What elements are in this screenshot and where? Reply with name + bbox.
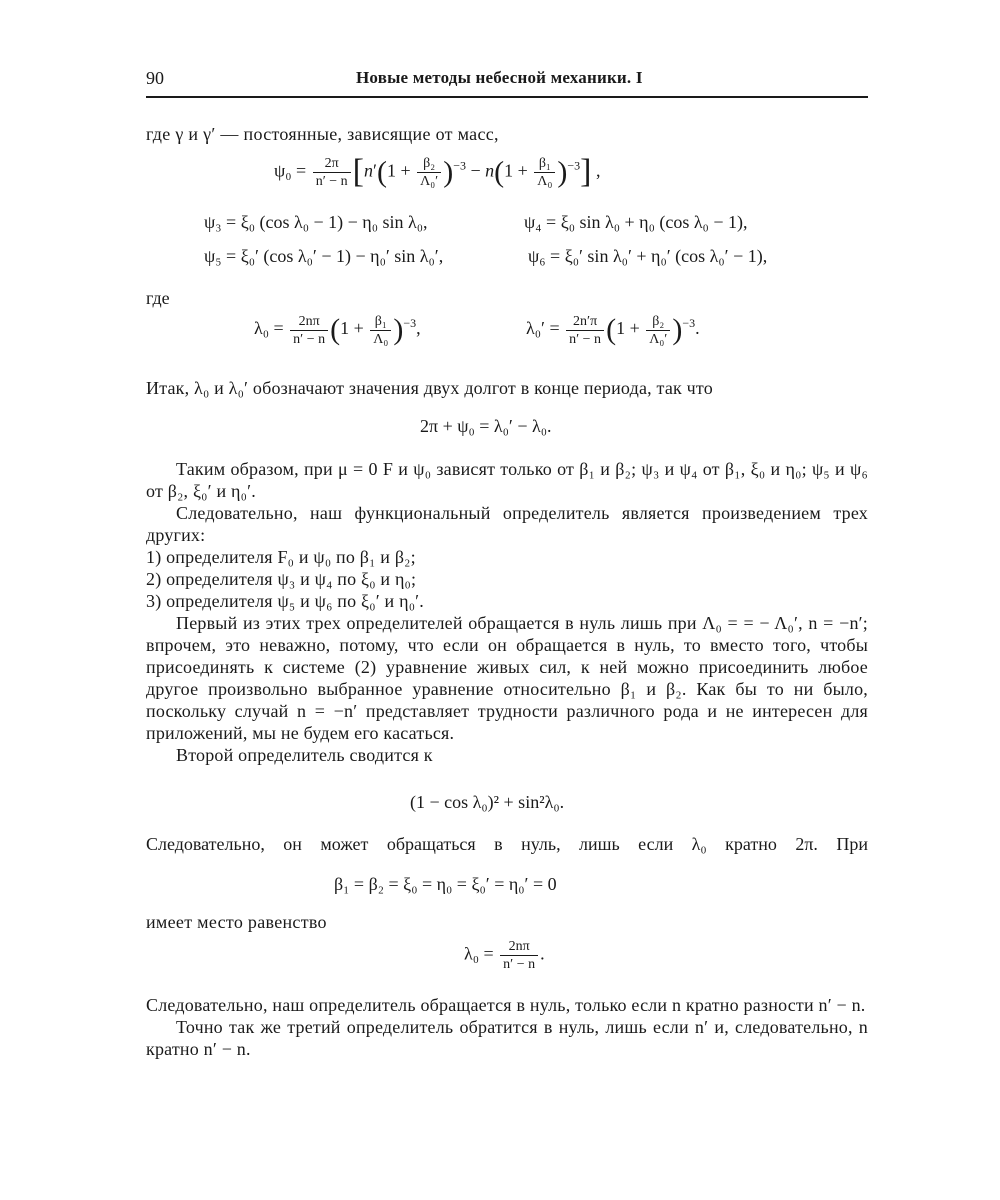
lambda0p-lhs: λ₀′ = <box>526 318 560 339</box>
header-rule <box>146 96 868 98</box>
para-sled3: Следовательно, наш определитель обращается в нуль, только если n кратно разности n′ − n. <box>146 995 866 1015</box>
intro-line: где γ и γ′ — постоянные, зависящие от масс, <box>146 124 499 144</box>
psi0-lhs: ψ₀ = <box>274 160 307 181</box>
lambda0-lhs: λ₀ = <box>254 318 284 339</box>
formula-lambda0-final: λ₀ = $\frac{2n\pi}{n' - n}$ . <box>464 939 545 972</box>
psi0-fraction-num: 2π <box>313 155 351 173</box>
itak-line: Итак, λ₀ и λ₀′ обозначают значения двух долгот в конце периода, так что <box>146 378 713 398</box>
lambda0-num: 2nπ <box>290 313 328 331</box>
list-item-2: 2) определителя ψ₃ и ψ₄ по ξ₀ и η₀; <box>146 569 417 589</box>
psi0-fraction <box>313 155 351 190</box>
page-number: 90 <box>146 68 164 88</box>
final-paragraphs <box>146 994 868 1060</box>
list-item-1: 1) определителя F₀ и ψ₀ по β₁ и β₂; <box>146 547 416 567</box>
formula-cos: (1 − cos λ₀)² + sin²λ₀. <box>410 792 565 812</box>
lambda0-den: n′ − n <box>293 331 326 347</box>
para-vtoroi: Второй определитель сводится к <box>176 745 433 765</box>
line-imeet: имеет место равенство <box>146 912 327 932</box>
formula-psi6: ψ₆ = ξ₀′ sin λ₀′ + η₀′ (cos λ₀′ − 1), <box>528 246 768 266</box>
formula-lambda0: λ₀ = $\frac{2n\pi}{n' - n}$ (1 + $\frac{\text{β₁}}{\text{Λ₀}}$ )$^{-3}$, <box>254 313 421 347</box>
word-gde: где <box>146 288 170 308</box>
psi0-fraction-den: n′ − n <box>315 173 348 189</box>
main-paragraphs <box>146 458 868 766</box>
lambda0p-den: n′ − n <box>569 331 602 347</box>
para-tak: Таким образом, при μ = 0 F и ψ₀ зависят только от β₁ и β₂; ψ₃ и ψ₄ от β₁, ξ₀ и η₀; ψ₅ и ψ₆ от β₂, ξ₀′ и η₀′. <box>146 459 868 501</box>
formula-psi5: ψ₅ = ξ₀′ (cos λ₀′ − 1) − η₀′ sin λ₀′, <box>204 246 444 266</box>
formula-psi4: ψ₄ = ξ₀ sin λ₀ + η₀ (cos λ₀ − 1), <box>524 212 748 232</box>
formula-psi0: ψ₀ = $\frac{2\pi}{n' - n}$ [n′(1 + $\frac{\text{β₂}}{\text{Λ₀′}}$ )$^{-3}$ − n(1 + $\frac{\text{β₁}}{\text{Λ₀}}$ )$^{-3}$] , <box>274 153 601 190</box>
line-sled2: Следовательно, он может обращаться в нуль, лишь если λ₀ кратно 2π. При <box>146 834 868 854</box>
list-item-3: 3) определителя ψ₅ и ψ₆ по ξ₀′ и η₀′. <box>146 591 425 611</box>
lambda0p-num: 2n′π <box>566 313 604 331</box>
para-pervyi: Первый из этих трех определителей обращается в нуль лишь при Λ₀ = = − Λ₀′, n = −n′; впрочем, это неважно, потому, что если он обращается в нуль, то вместо того, чтобы присоединять к системе (2) уравнение живых сил, к ней можно присоединить любое другое произвольно выбранное уравнение относительно β₁ и β₂. Как бы то ни было, поскольку случай n = −n′ представляет трудности различного рода и не интересен для приложений, мы не будем его касаться. <box>146 613 868 743</box>
formula-lambda0-prime: λ₀′ = $\frac{2n'\pi}{n' - n}$ (1 + $\frac{\text{β₂}}{\text{Λ₀′}}$ )$^{-3}$. <box>526 313 700 347</box>
running-title: Новые методы небесной механики. I <box>356 68 643 87</box>
formula-beta: β₁ = β₂ = ξ₀ = η₀ = ξ₀′ = η₀′ = 0 <box>334 874 557 894</box>
final-den: n′ − n <box>503 957 536 972</box>
formula-psi3: ψ₃ = ξ₀ (cos λ₀ − 1) − η₀ sin λ₀, <box>204 212 428 232</box>
para-sled: Следовательно, наш функциональный определитель является произведением трех других: <box>146 503 868 545</box>
para-tochno: Точно так же третий определитель обратится в нуль, лишь если n′ и, следовательно, n кратно n′ − n. <box>146 1017 868 1059</box>
final-lhs: λ₀ = <box>464 943 494 964</box>
formula-2pi: 2π + ψ₀ = λ₀′ − λ₀. <box>420 416 552 436</box>
final-num: 2nπ <box>500 938 538 956</box>
